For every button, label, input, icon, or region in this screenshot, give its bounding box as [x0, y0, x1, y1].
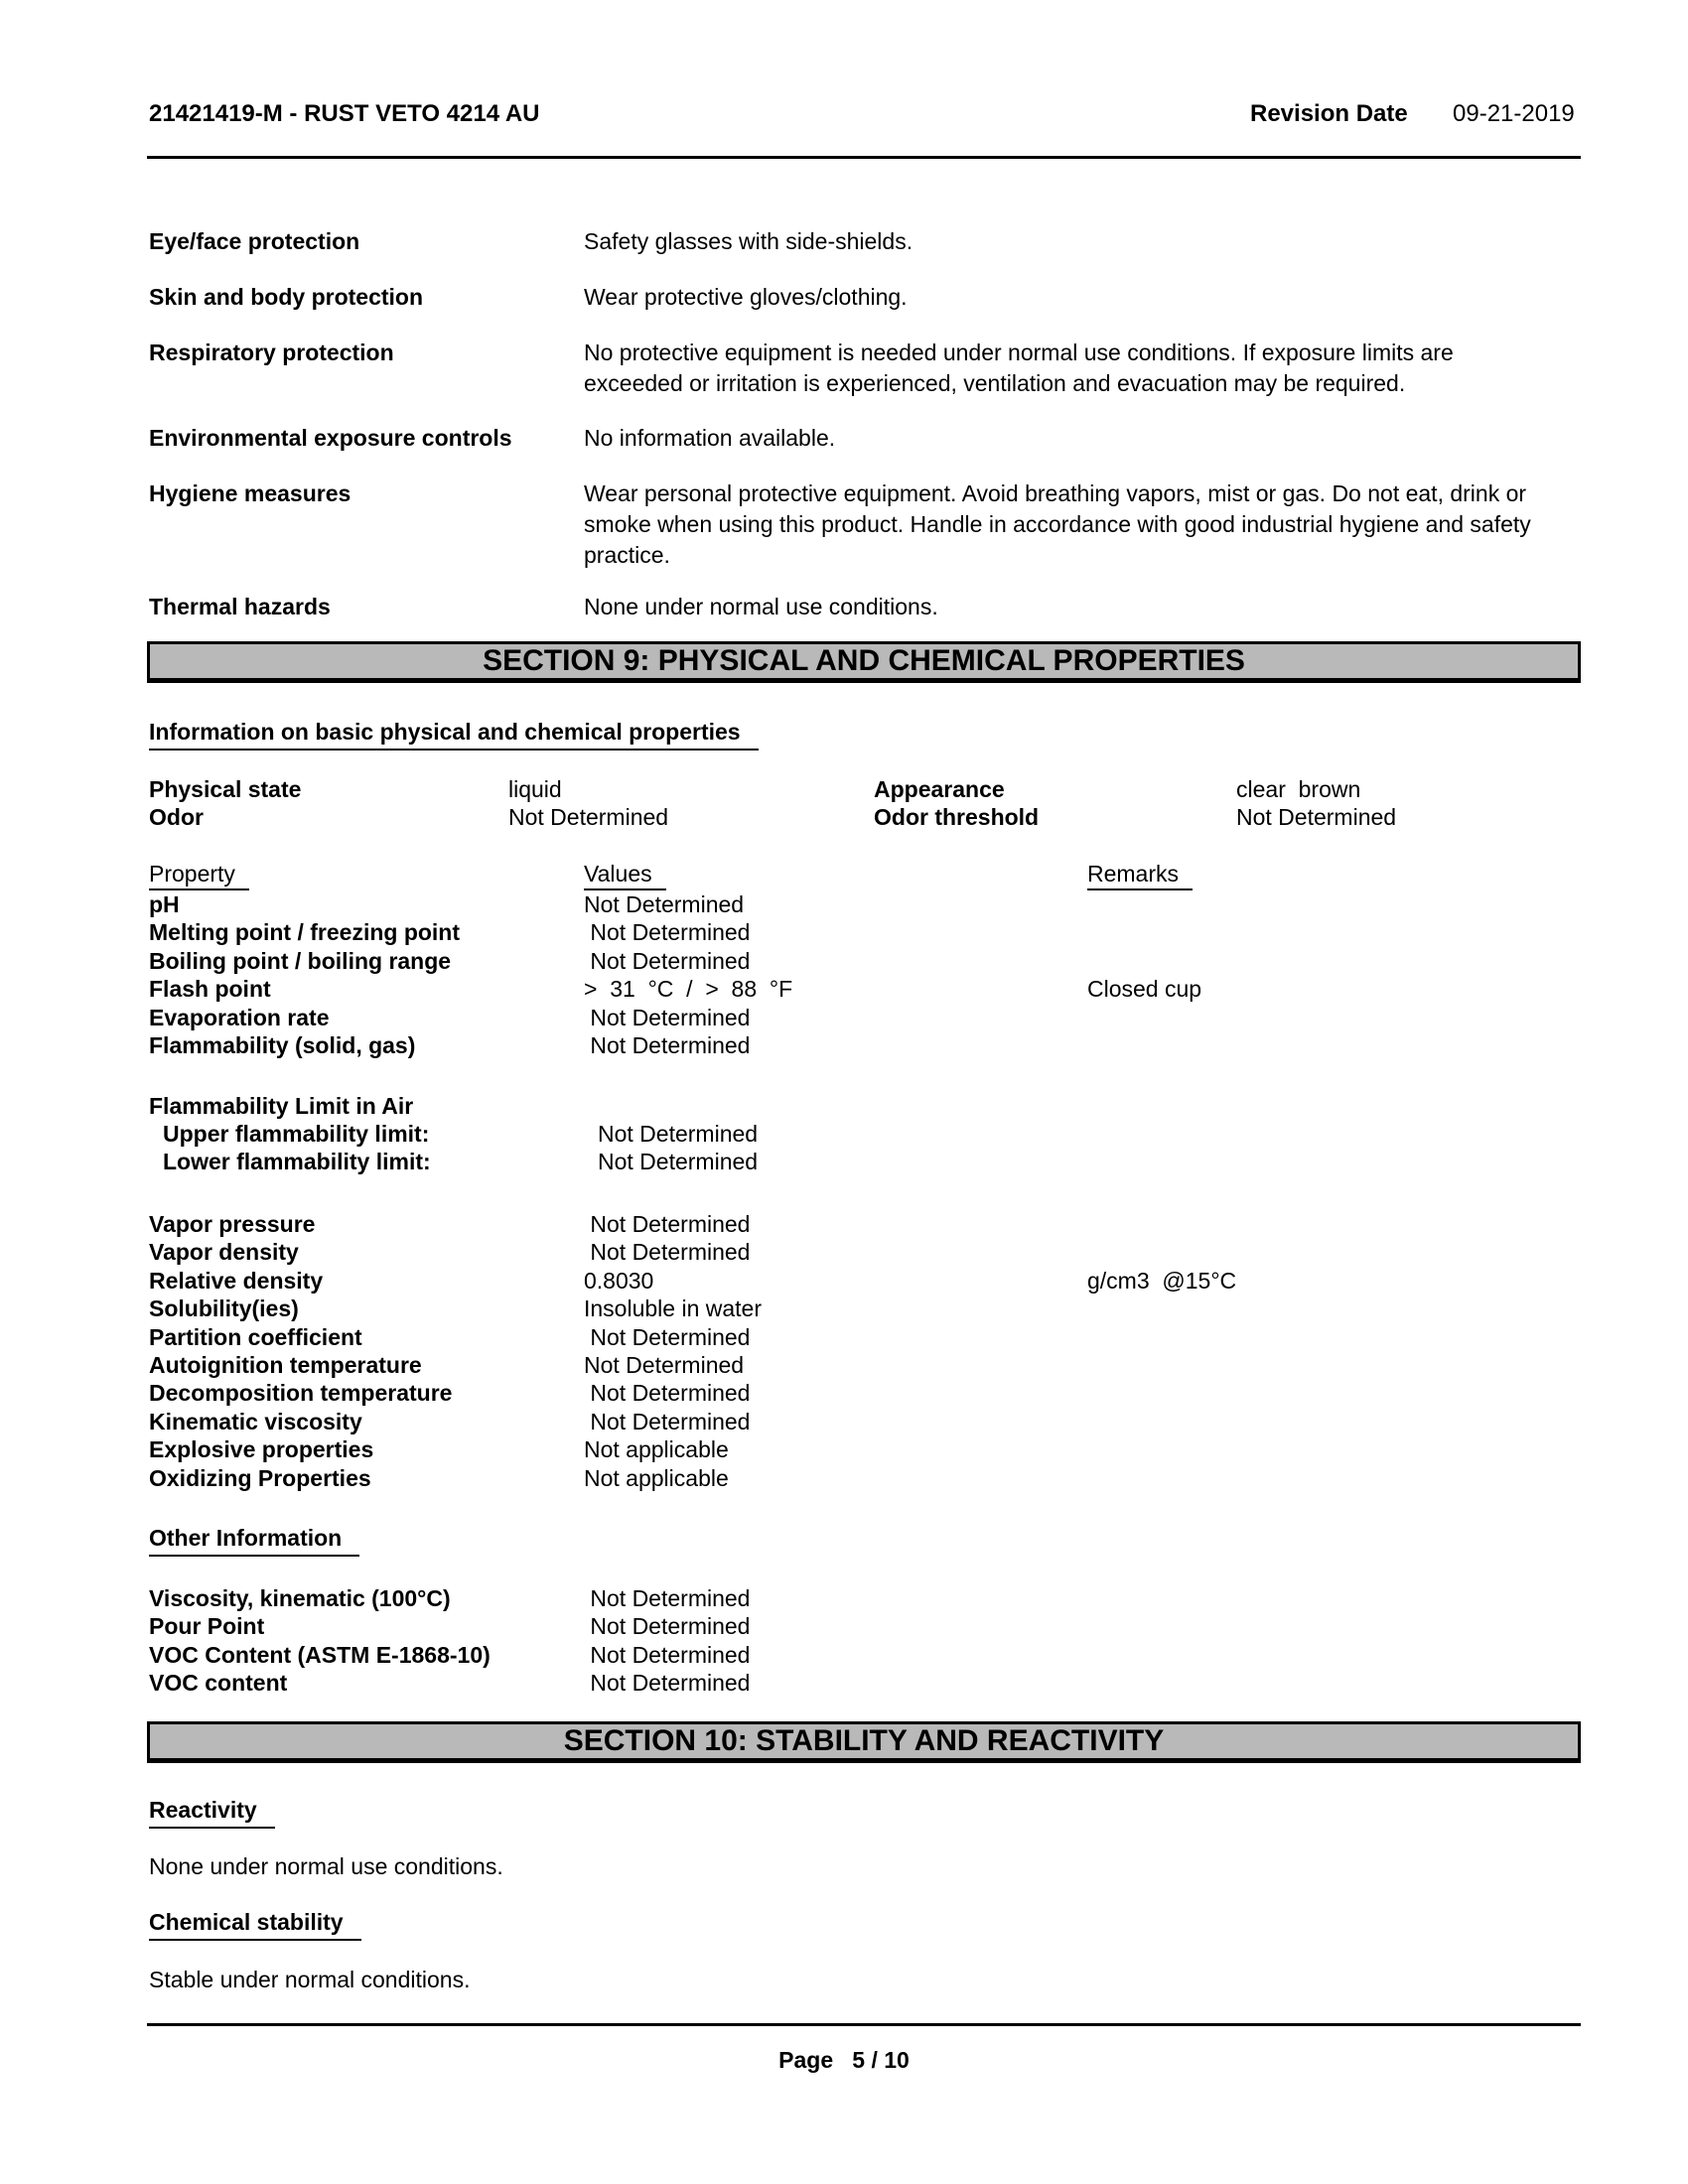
table-row-relative-density: Relative density 0.8030 g/cm3 @15°C [149, 1267, 1237, 1294]
odor-label: Odor [149, 804, 204, 830]
table-row-solubility: Solubility(ies) Insoluble in water [149, 1296, 762, 1322]
section9-banner-title: SECTION 9: PHYSICAL AND CHEMICAL PROPERTIES [483, 644, 1245, 677]
footer-rule [147, 2023, 1581, 2026]
physical-state-label: Physical state [149, 776, 302, 802]
info-heading: Information on basic physical and chemical properties [149, 719, 759, 751]
table-row-ph: pH Not Determined [149, 891, 745, 917]
other-information-heading: Other Information [149, 1525, 359, 1557]
physical-state-value: liquid [508, 776, 562, 802]
values-column-header: Values [584, 861, 666, 890]
revision-date-value: 09-21-2019 [1453, 100, 1575, 127]
row-environmental-exposure-controls [149, 423, 1552, 454]
field-label: Environmental exposure controls [149, 425, 512, 451]
field-label: Hygiene measures [149, 480, 352, 506]
field-value: Wear personal protective equipment. Avoid breathing vapors, mist or gas. Do not eat, drink or smoke when using this product. Handle in accordance with good industrial hygiene and safety practice. [584, 480, 1538, 568]
odor-threshold-label: Odor threshold [874, 804, 1040, 830]
table-row-voc-content: VOC content Not Determined [149, 1670, 751, 1697]
physical-state-row [149, 775, 1360, 803]
row-respiratory-protection [149, 338, 1552, 399]
field-value: No protective equipment is needed under normal use conditions. If exposure limits are exceeded or irritation is experienced, ventilation and evacuation may be required. [584, 340, 1461, 396]
property-table-block1 [149, 890, 1201, 1059]
field-label: Skin and body protection [149, 284, 424, 310]
table-row-decomposition-temperature: Decomposition temperature Not Determined [149, 1380, 751, 1407]
section10-banner [147, 1721, 1581, 1763]
field-value: Wear protective gloves/clothing. [584, 284, 908, 310]
odor-threshold-value: Not Determined [1236, 804, 1397, 830]
section9-banner [147, 641, 1581, 683]
table-row-pour-point: Pour Point Not Determined [149, 1613, 751, 1640]
property-table-header [149, 860, 1193, 887]
table-row-kinematic-viscosity: Kinematic viscosity Not Determined [149, 1408, 751, 1434]
table-row-flammability-solid-gas: Flammability (solid, gas) Not Determined [149, 1032, 751, 1059]
table-row-boiling-point: Boiling point / boiling range Not Determined [149, 947, 751, 974]
field-label: Eye/face protection [149, 228, 360, 254]
header-rule [147, 156, 1581, 159]
chemical-stability-heading-wrap [149, 1909, 361, 1941]
field-label: Respiratory protection [149, 340, 394, 365]
table-row-flash-point: Flash point > 31 °C / > 88 °F Closed cup [149, 976, 1202, 1003]
odor-value: Not Determined [508, 804, 669, 830]
table-row-voc-content-astm: VOC Content (ASTM E-1868-10) Not Determined [149, 1641, 751, 1668]
table-row-explosive-properties: Explosive properties Not applicable [149, 1436, 729, 1463]
table-row-viscosity-kinematic-100c: Viscosity, kinematic (100°C) Not Determined [149, 1585, 751, 1611]
row-thermal-hazards [149, 592, 1552, 622]
document-title: 21421419-M - RUST VETO 4214 AU [149, 100, 540, 127]
table-row-autoignition-temperature: Autoignition temperature Not Determined [149, 1352, 745, 1379]
property-column-header: Property [149, 861, 249, 890]
section10-banner-title: SECTION 10: STABILITY AND REACTIVITY [563, 1724, 1165, 1757]
appearance-value: clear brown [1236, 776, 1361, 802]
row-hygiene-measures [149, 478, 1552, 571]
flammability-limit-title: Flammability Limit in Air [149, 1093, 414, 1119]
table-row-melting-point: Melting point / freezing point Not Determined [149, 919, 751, 946]
reactivity-text: None under normal use conditions. [149, 1853, 503, 1879]
revision-date-label: Revision Date [1250, 100, 1408, 127]
reactivity-heading: Reactivity [149, 1797, 275, 1829]
appearance-label: Appearance [874, 776, 1005, 802]
field-value: No information available. [584, 425, 836, 451]
odor-row [149, 803, 1396, 831]
row-eye-face-protection [149, 226, 1552, 257]
table-row-lower-flammability-limit: Lower flammability limit: Not Determined [163, 1149, 759, 1175]
field-value: None under normal use conditions. [584, 594, 938, 619]
info-heading-wrap [149, 719, 759, 751]
other-information-rows [149, 1584, 1087, 1698]
chemical-stability-text: Stable under normal conditions. [149, 1967, 471, 1992]
flammability-limit-rows [149, 1120, 1101, 1176]
table-row-vapor-density: Vapor density Not Determined [149, 1239, 751, 1266]
field-label: Thermal hazards [149, 594, 331, 619]
other-information-heading-wrap [149, 1525, 359, 1557]
page-number: Page 5 / 10 [778, 2047, 910, 2073]
chemical-stability-heading: Chemical stability [149, 1909, 361, 1941]
field-value: Safety glasses with side-shields. [584, 228, 914, 254]
row-skin-body-protection [149, 282, 1552, 313]
table-row-partition-coefficient: Partition coefficient Not Determined [149, 1323, 751, 1350]
remarks-column-header: Remarks [1087, 861, 1193, 890]
property-table-block2 [149, 1210, 1236, 1492]
reactivity-heading-wrap [149, 1797, 275, 1829]
table-row-oxidizing-properties: Oxidizing Properties Not applicable [149, 1464, 729, 1491]
table-row-upper-flammability-limit: Upper flammability limit: Not Determined [163, 1121, 759, 1147]
table-row-vapor-pressure: Vapor pressure Not Determined [149, 1211, 751, 1237]
table-row-evaporation-rate: Evaporation rate Not Determined [149, 1004, 751, 1030]
